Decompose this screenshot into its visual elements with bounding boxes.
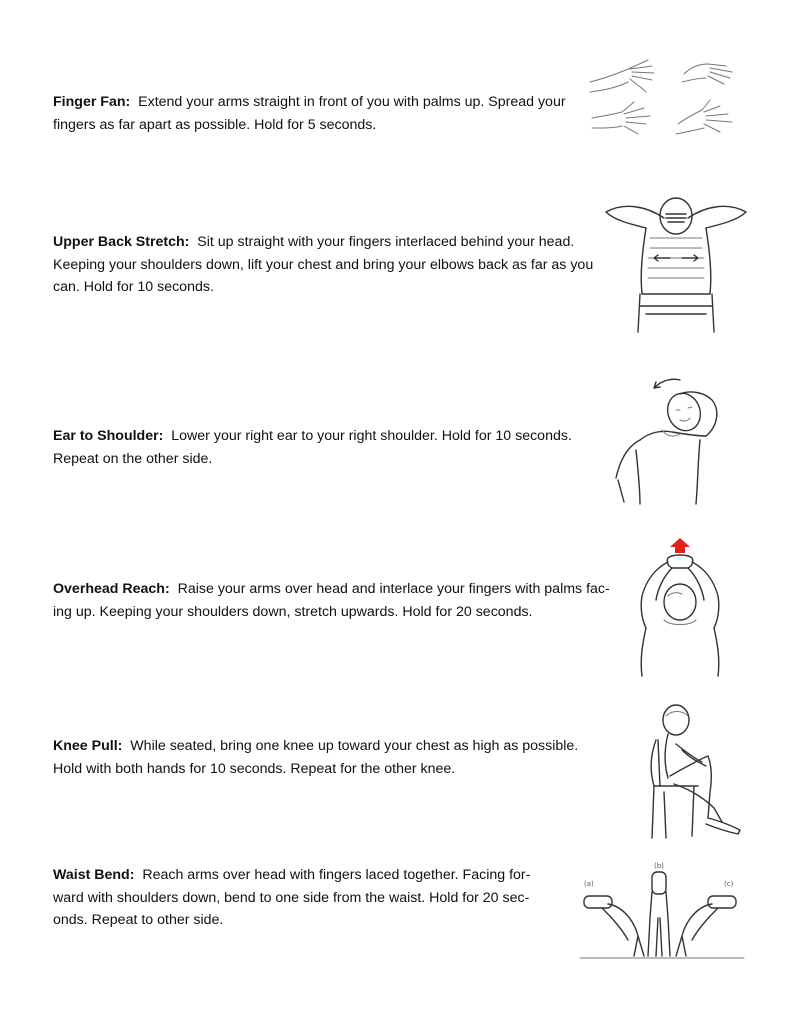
overhead-reach-illustration [620, 536, 740, 678]
finger-fan-illustration [586, 52, 742, 152]
seated-knee-pull-drawing [636, 700, 746, 842]
arrow-up-icon [670, 538, 690, 553]
exercise-description: Overhead Reach: Raise your arms over head and interlace your fingers with palms fac- ing up. Keeping your shoulders down, stretch upwards. Hold for 20 seconds. [53, 581, 610, 620]
exercise-text-line: ing up. Keeping your shoulders down, stretch upwards. Hold for 20 seconds. [53, 603, 533, 620]
exercise-text-line: fingers as far apart as possible. Hold for 5 seconds. [53, 116, 377, 133]
exercise-description: Knee Pull: While seated, bring one knee up toward your chest as high as possible. Hold with both hands for 10 seconds. Repeat for the other knee. [53, 738, 579, 777]
panel-label: (a) [584, 880, 594, 888]
head-tilt-drawing [600, 370, 740, 510]
exercise-text-line: Keeping your shoulders down, lift your chest and bring your elbows back as far as you [53, 256, 594, 273]
overhead-reach-drawing [620, 536, 740, 678]
exercise-name: Knee Pull [53, 738, 118, 754]
exercise-text-line: Sit up straight with your fingers interlaced behind your head. [197, 234, 575, 250]
exercise-description: Finger Fan: Extend your arms straight in front of you with palms up. Spread your fingers as far apart as possible. Hold for 5 seconds. [53, 94, 566, 133]
exercise-name: Finger Fan [53, 94, 126, 110]
exercise-text-line: ward with shoulders down, bend to one side from the waist. Hold for 20 sec- [53, 889, 530, 906]
exercise-name: Overhead Reach [53, 581, 165, 597]
exercise-description: Waist Bend: Reach arms over head with fingers laced together. Facing for- ward with shoulders down, bend to one side from the waist. Hold for 20 sec- onds. Repeat to other side. [53, 867, 531, 928]
exercise-text-line: Extend your arms straight in front of you with palms up. Spread your [138, 94, 566, 110]
panel-label: (b) [654, 862, 664, 870]
exercise-description: Upper Back Stretch: Sit up straight with your fingers interlaced behind your head. Keeping your shoulders down, lift your chest and bring your elbows back as far as you can. Hold for 10 seconds. [53, 234, 594, 295]
waist-bend-panels-drawing [578, 856, 748, 962]
exercise-name: Ear to Shoulder [53, 428, 159, 444]
seated-back-view-drawing [600, 194, 752, 334]
exercise-text-line: Hold with both hands for 10 seconds. Repeat for the other knee. [53, 760, 456, 777]
upper-back-stretch-illustration [600, 194, 752, 334]
exercise-text-line: While seated, bring one knee up toward your chest as high as possible. [130, 738, 579, 754]
ear-to-shoulder-illustration [600, 370, 740, 510]
exercise-name: Waist Bend [53, 867, 130, 883]
exercise-name: Upper Back Stretch [53, 234, 185, 250]
knee-pull-illustration [636, 700, 746, 842]
exercise-text-line: Reach arms over head with fingers laced together. Facing for- [142, 867, 531, 883]
exercise-text-line: onds. Repeat to other side. [53, 912, 224, 928]
hands-drawing [586, 52, 742, 152]
panel-label: (c) [724, 880, 734, 888]
exercise-text-line: can. Hold for 10 seconds. [53, 279, 214, 295]
waist-bend-illustration [578, 856, 748, 962]
exercise-text-line: Raise your arms over head and interlace your fingers with palms fac- [177, 581, 610, 597]
exercise-text-line: Lower your right ear to your right shoulder. Hold for 10 seconds. [171, 428, 572, 444]
exercise-description: Ear to Shoulder: Lower your right ear to your right shoulder. Hold for 10 seconds. Repeat on the other side. [53, 428, 572, 467]
exercise-text-line: Repeat on the other side. [53, 450, 213, 467]
